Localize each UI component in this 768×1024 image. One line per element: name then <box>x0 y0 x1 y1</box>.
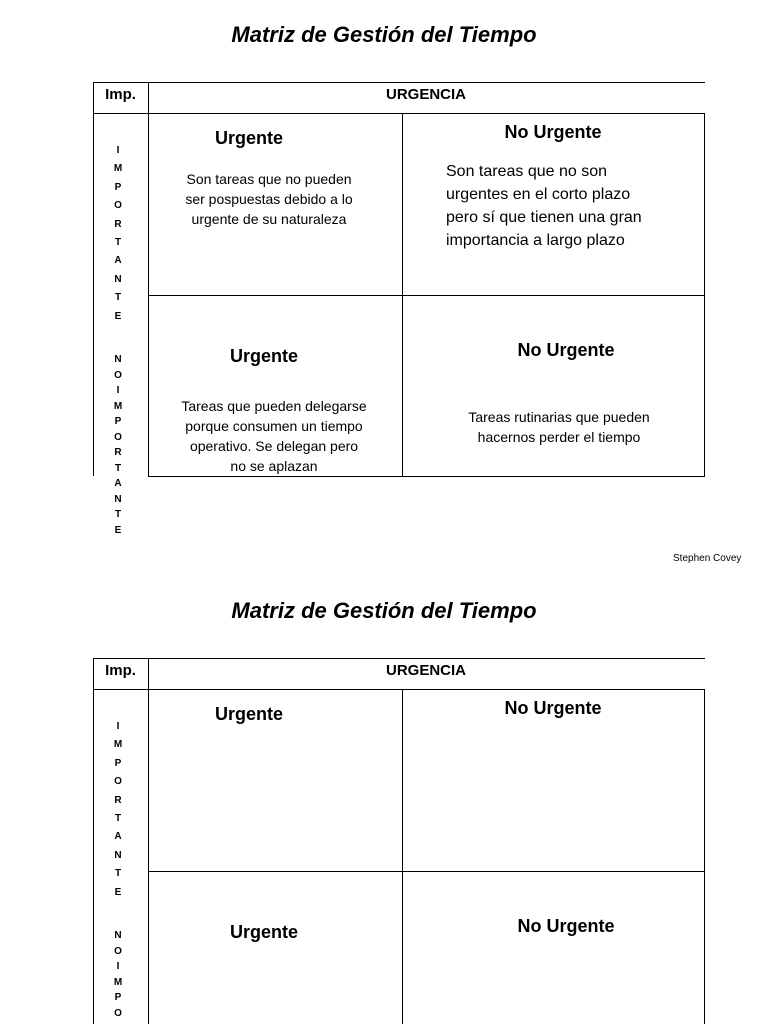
vertical-letter: A <box>114 478 122 489</box>
vertical-letter: O <box>114 776 122 788</box>
vertical-letter: T <box>114 462 122 474</box>
vertical-letter: T <box>114 292 122 304</box>
q3-title: Urgente <box>229 922 298 942</box>
vertical-letter: I <box>116 385 120 396</box>
table-border-bottom <box>148 476 705 477</box>
vertical-letter: N <box>114 354 122 365</box>
q4-description: Tareas rutinarias que pueden hacernos perder el tiempo <box>468 409 650 445</box>
vertical-letter: P <box>114 181 122 193</box>
vertical-letter: R <box>114 794 122 806</box>
q1-title: Urgente <box>215 128 284 148</box>
vertical-letter: O <box>114 945 122 957</box>
table-border-top <box>93 82 705 83</box>
vertical-letter: I <box>116 145 120 156</box>
table-header-divider <box>93 689 705 690</box>
vertical-letter: I <box>116 961 120 972</box>
imp-header: Imp. <box>105 662 136 679</box>
vertical-letter: M <box>113 976 123 988</box>
vertical-letter: A <box>114 831 122 843</box>
not-important-vertical-label <box>103 352 133 538</box>
vertical-letter: O <box>114 200 122 212</box>
imp-header: Imp. <box>105 86 136 103</box>
table-border-right <box>704 113 705 476</box>
vertical-letter: N <box>114 493 122 505</box>
page-title-2: Matriz de Gestión del Tiempo <box>231 598 537 623</box>
important-vertical-label <box>103 718 133 902</box>
q4-title: No Urgente <box>517 340 615 360</box>
table-header-divider <box>93 113 705 114</box>
table-row-divider <box>148 295 705 296</box>
table-label-divider <box>148 82 149 476</box>
vertical-letter: M <box>113 400 123 412</box>
q2-description: Son tareas que no son urgentes en el corto plazo pero sí que tienen una gran importancia a largo plazo <box>446 163 642 249</box>
page-title: Matriz de Gestión del Tiempo <box>231 22 537 47</box>
urgency-header: URGENCIA <box>385 86 466 103</box>
q4-title: No Urgente <box>517 916 615 936</box>
vertical-letter: P <box>114 757 122 769</box>
vertical-letter: R <box>114 447 122 458</box>
vertical-letter: E <box>114 886 122 898</box>
author-signature: Stephen Covey <box>673 553 742 564</box>
vertical-letter: R <box>114 218 122 230</box>
vertical-letter: T <box>114 509 122 520</box>
vertical-letter: P <box>114 416 122 427</box>
q1-title: Urgente <box>215 704 284 724</box>
important-vertical-label <box>103 142 133 326</box>
vertical-letter: E <box>114 524 122 536</box>
vertical-letter: O <box>114 431 122 443</box>
table-border-right <box>704 689 705 1024</box>
not-important-vertical-label <box>103 928 133 1021</box>
vertical-letter: N <box>114 849 122 861</box>
q2-title: No Urgente <box>504 698 602 718</box>
table-border-left <box>93 658 94 1024</box>
vertical-letter: O <box>114 369 122 381</box>
vertical-letter: N <box>114 273 122 285</box>
vertical-letter: O <box>114 1007 122 1019</box>
vertical-letter: I <box>116 721 120 732</box>
table-column-divider <box>402 689 403 1024</box>
vertical-letter: P <box>114 992 122 1003</box>
table-label-divider <box>148 658 149 1024</box>
vertical-letter: A <box>114 255 122 267</box>
vertical-letter: E <box>114 310 122 322</box>
q3-title: Urgente <box>229 346 298 366</box>
urgency-header: URGENCIA <box>385 662 466 679</box>
table-column-divider <box>402 113 403 476</box>
table-border-top <box>93 658 705 659</box>
q3-description: Tareas que pueden delegarse porque consumen un tiempo operativo. Se delegan pero no se aplazan <box>181 398 367 474</box>
vertical-letter: T <box>114 868 122 880</box>
q1-description: Son tareas que no pueden ser pospuestas debido a lo urgente de su naturaleza <box>185 171 353 227</box>
vertical-letter: M <box>113 739 123 751</box>
vertical-letter: T <box>114 813 122 825</box>
q2-title: No Urgente <box>504 122 602 142</box>
table-border-left <box>93 82 94 476</box>
vertical-letter: T <box>114 237 122 249</box>
vertical-letter: N <box>114 930 122 941</box>
vertical-letter: M <box>113 163 123 175</box>
table-row-divider <box>148 871 705 872</box>
